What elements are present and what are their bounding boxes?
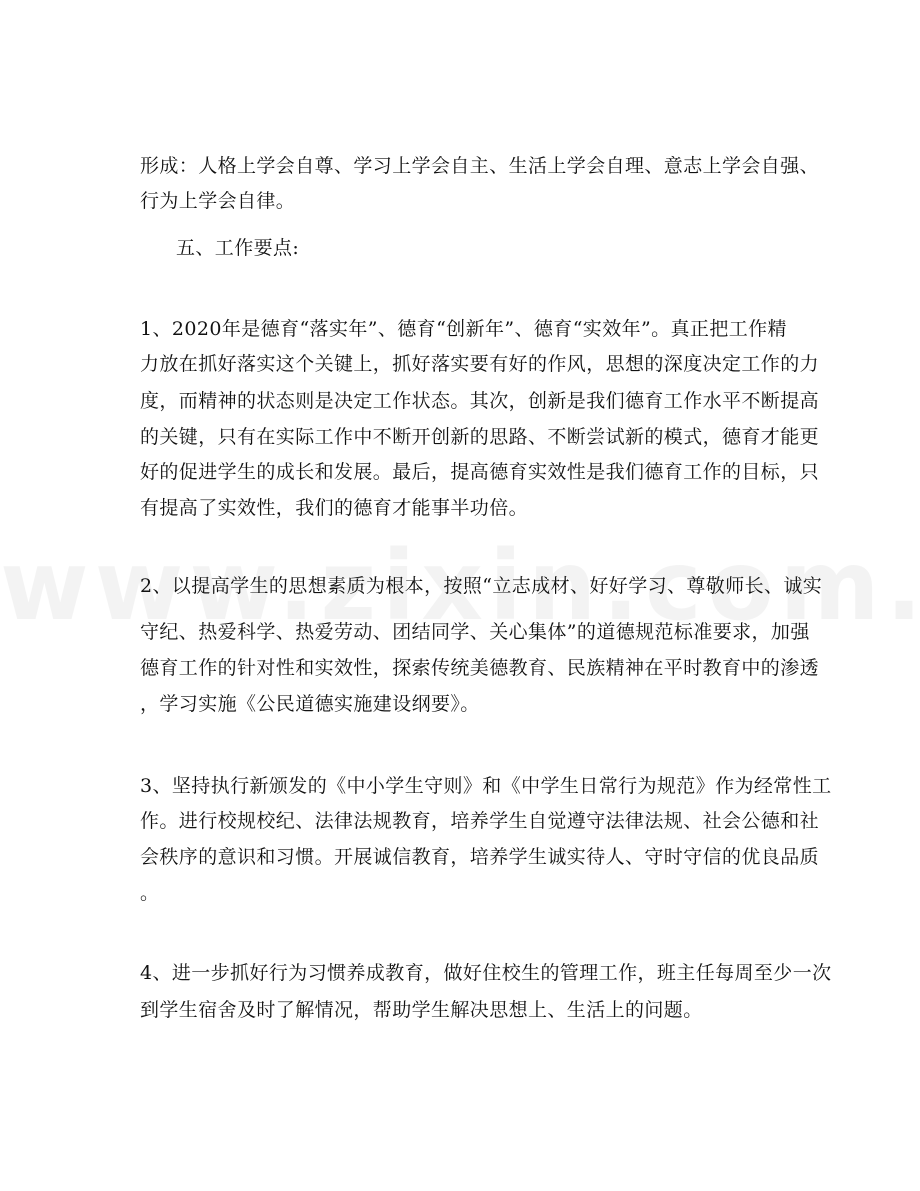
item-1-line-6: 有提高了实效性，我们的德育才能事半功倍。 (140, 497, 529, 519)
intro-line-2: 行为上学会自律。 (140, 190, 296, 212)
item-3-line-4: 。 (140, 882, 160, 904)
item-3-line-1: 3、坚持执行新颁发的《中小学生守则》和《中学生日常行为规范》作为经常性工 (140, 775, 832, 797)
item-4-line-2: 到学生宿舍及时了解情况，帮助学生解决思想上、生活上的问题。 (140, 999, 703, 1021)
item-1-line-1: 1、2020年是德育“落实年”、德育“创新年”、德育“实效年”。真正把工作精 (140, 318, 787, 340)
item-1-line-2: 力放在抓好落实这个关键上，抓好落实要有好的作风，思想的深度决定工作的力 (140, 353, 820, 375)
item-2-line-3: 德育工作的针对性和实效性，探索传统美德教育、民族精神在平时教育中的渗透 (140, 657, 820, 679)
item-1-line-5: 好的促进学生的成长和发展。最后，提高德育实效性是我们德育工作的目标，只 (140, 461, 820, 483)
item-4-line-1: 4、进一步抓好行为习惯养成教育，做好住校生的管理工作，班主任每周至少一次 (140, 962, 832, 984)
item-3-line-3: 会秩序的意识和习惯。开展诚信教育，培养学生诚实待人、守时守信的优良品质 (140, 846, 820, 868)
item-3-line-2: 作。进行校规校纪、法律法规教育，培养学生自觉遵守法律法规、社会公德和社 (140, 810, 820, 832)
item-2-line-1: 2、以提高学生的思想素质为根本，按照“立志成材、好好学习、尊敬师长、诚实 (140, 575, 823, 597)
item-1-line-3: 度，而精神的状态则是决定工作状态。其次，创新是我们德育工作水平不断提高 (140, 390, 820, 412)
section-heading: 五、工作要点: (176, 237, 300, 259)
item-2-line-4: ，学习实施《公民道德实施建设纲要》。 (140, 693, 480, 715)
item-2-line-2: 守纪、热爱科学、热爱劳动、团结同学、关心集体”的道德规范标准要求，加强 (140, 621, 810, 643)
intro-line-1: 形成：人格上学会自尊、学习上学会自主、生活上学会自理、意志上学会自强、 (140, 155, 820, 177)
item-1-line-4: 的关键，只有在实际工作中不断开创新的思路、不断尝试新的模式，德育才能更 (140, 426, 820, 448)
